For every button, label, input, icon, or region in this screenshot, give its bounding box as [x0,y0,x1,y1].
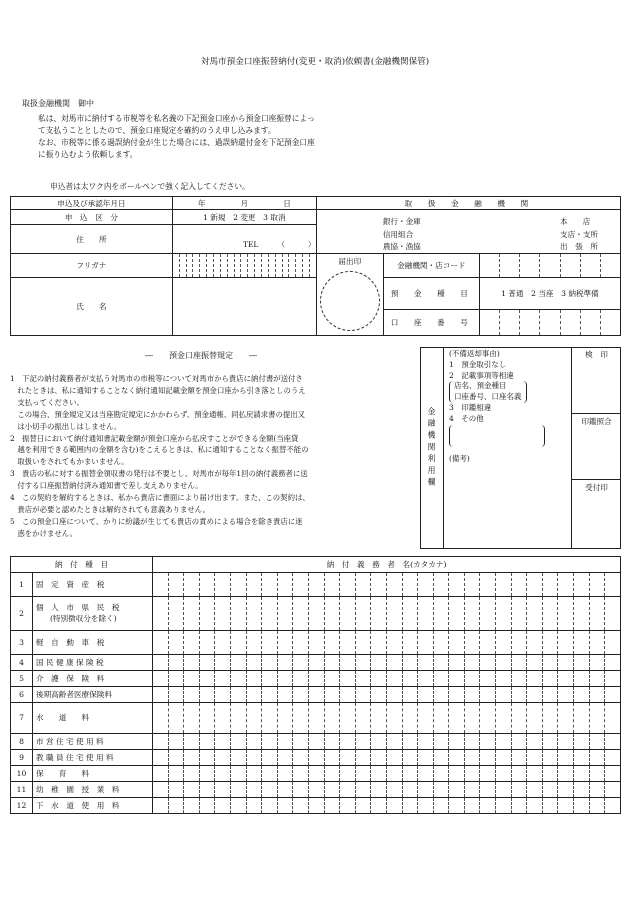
branch-type: 支店・支所 [560,229,598,239]
address-field[interactable] [172,225,316,254]
rule-line: この場合、預金規定又は当座勘定規定にかかわらず、預金通帳、同払戻請求書の提出又 [10,409,306,419]
tax-row-number: 5 [11,670,33,686]
seal-circle [320,271,380,331]
deposit-type-label: 預 金 種 目 [383,278,479,310]
kind-header: 納 付 種 目 [11,557,153,573]
bank-use-vertical-label [420,347,444,549]
address-label: 住 所 [11,225,173,254]
payer-name-field[interactable] [153,781,621,797]
rule-line: 3 貴店の私に対する振替金領収書の発行は不要とし、対馬市が毎年1回の納付義務者に送 [10,469,308,479]
tax-row-kind [33,670,153,686]
tax-name: 教 職 員 住 宅 使 用 料 [36,752,114,762]
bank-name-field[interactable] [316,210,620,254]
kubun-options[interactable]: 1 新規 2 変更 3 取消 [172,210,316,225]
tax-row-number: 2 [11,596,33,630]
tax-row-kind [33,781,153,797]
tax-row [11,749,621,765]
bank-use-bracket-item: 口座番号、口座名義 [454,392,522,402]
tax-row-number: 3 [11,630,33,654]
branch-type: 出 張 所 [560,242,598,251]
bank-type: 銀行・金庫 [382,217,421,226]
tax-name: 軽 自 動 車 税 [36,637,105,647]
reception-stamp[interactable] [572,480,621,547]
bank-use-item: 4 その他 [449,413,484,423]
tax-row-kind [33,572,153,596]
intro-line: に振り込むよう依頼します。 [38,150,138,159]
date-label: 申込及び承認年月日 [11,197,173,210]
tax-name: 保 育 料 [36,768,90,778]
name-label: 氏 名 [11,278,173,336]
document-title: 対馬市預金口座振替納付(変更・取消)依頼書(金融機関保管) [200,57,430,67]
inspection-stamp[interactable] [572,347,621,414]
bank-use-items [449,349,545,465]
kubun-label: 申 込 区 分 [11,210,173,225]
deposit-type-options[interactable]: 1 普通 2 当座 3 納税準備 [479,278,620,310]
tax-row-number: 1 [11,572,33,596]
tax-name: 幼 稚 園 授 業 料 [36,784,120,794]
instruction-note: 申込者は太ワク内をボールペンで強く記入してください。 [50,182,250,191]
payer-name-field[interactable] [153,797,621,813]
payer-name-field[interactable] [153,654,621,670]
rules-text [10,373,395,540]
bank-code-field[interactable] [479,254,620,278]
bank-code-label: 金融機関・店コード [383,254,479,278]
rule-line: 5 この預金口座について、かりに紛議が生じても貴店の責めによる場合を除き貴店に迷 [10,516,303,526]
tax-type-table [10,556,621,814]
tax-row [11,572,621,596]
tax-row-kind [33,686,153,702]
bank-type: 農協・漁協 [382,242,421,251]
payer-name-field[interactable] [153,596,621,630]
bank-use-item: (不備返却事由) [449,349,500,358]
intro-line: 私は、対馬市に納付する市税等を私名義の下記預金口座から預金口座振替によっ [38,114,315,123]
tax-row [11,765,621,781]
tax-row-kind [33,797,153,813]
rule-line: 越を利用できる範囲内の金額を含む)をこえるときは、私に通知することなく振替不能の [10,445,309,455]
bank-use-label-text: 金融機関利用欄 [427,406,436,490]
stamp-column [571,347,621,549]
tax-subnote: (特別徴収分を除く) [50,614,117,623]
tax-row [11,596,621,630]
tax-row-kind [33,765,153,781]
tax-row-number: 11 [11,781,33,797]
rules-title: ― 預金口座振替規定 ― [145,351,257,360]
payer-name-field[interactable] [153,749,621,765]
seal-check-stamp[interactable] [572,414,621,481]
payer-name-field[interactable] [153,765,621,781]
tax-row-number: 8 [11,733,33,749]
month-label: 月 [240,198,249,208]
tax-row-kind [33,654,153,670]
tax-name: 国 民 健 康 保 険 税 [36,657,104,667]
tax-name: 下 水 道 使 用 料 [36,800,120,810]
stamp-label: 受付印 [585,483,608,493]
account-number-field[interactable] [479,310,620,336]
seal-cell[interactable] [316,254,383,336]
tax-row-kind [33,749,153,765]
tax-name: 介 護 保 険 料 [36,673,105,683]
tax-row [11,733,621,749]
intro-line: て支払うこととしたので、預金口座規定を確約のうえ申し込みます。 [38,126,276,135]
rule-line: れたときは、私に通知することなく納付通知記載金額を預金口座から引き落としのうえ [10,385,306,395]
tax-name: 水 道 料 [36,713,90,722]
tax-row [11,630,621,654]
tax-row-number: 6 [11,686,33,702]
tax-row-number: 7 [11,702,33,733]
payer-name-field[interactable] [153,686,621,702]
addressee: 取扱金融機関 御中 [22,99,94,108]
rule-line: 2 振替日において納付通知書記載金額が預金口座から払戻すことができる金額(当座貸 [10,433,299,443]
rule-line: は小切手の振出しはしません。 [10,421,122,431]
tax-row [11,702,621,733]
intro-line: なお、市税等に係る過誤納付金が生じた場合には、過誤納還付金を下記預金口座 [38,138,315,147]
tax-row [11,670,621,686]
payer-name-field[interactable] [153,702,621,733]
payer-name-field[interactable] [153,670,621,686]
application-form [10,196,621,336]
stamp-label: 検 印 [585,350,608,359]
tax-row-number: 4 [11,654,33,670]
payer-name-field[interactable] [153,733,621,749]
rule-line: 取扱いをされてもかまいません。 [10,457,129,467]
tax-name: 固 定 資 産 税 [36,579,105,589]
tax-row-number: 10 [11,765,33,781]
bank-header: 取 扱 金 融 機 関 [316,197,620,210]
rule-line: 支払ってください。 [10,397,84,407]
branch-type: 本 店 [560,217,591,226]
tax-name: 市 営 住 宅 使 用 料 [36,736,104,746]
tax-row [11,781,621,797]
intro-text [38,113,598,161]
tax-row [11,654,621,670]
rule-line: 1 下記の納付義務者が支払う対馬市の市税等について対馬市から貴店に納付書が送付さ [10,374,303,383]
stamp-label: 印鑑照合 [581,416,612,426]
rule-line: 付する口座振替納付済み通知書で差し支えありません。 [10,481,203,491]
account-label: 口 座 番 号 [383,310,479,336]
rule-line: 貴店が必要と認めたときは解約されても意義ありません。 [10,504,210,514]
bank-use-bracket [449,381,527,403]
tax-row-number: 9 [11,749,33,765]
bank-type: 信用組合 [382,229,414,239]
remarks-label: (備考) [449,454,470,464]
payer-name-field[interactable] [153,572,621,596]
tax-row [11,797,621,813]
tax-row-kind [33,702,153,733]
name-field[interactable] [172,278,316,336]
tax-row-kind [33,630,153,654]
tax-row [11,686,621,702]
furigana-label: フリガナ [11,254,173,278]
tel-label: TEL （ ） [242,240,316,249]
bank-use-item: 3 印鑑相違 [449,402,492,412]
rule-line: 惑をかけません。 [10,528,77,538]
day-label: 日 [283,198,291,208]
tax-name: 個 人 市 県 民 税 [36,603,120,612]
rule-line: 4 この契約を解約するときは、私から貴店に書面により届け出ます。また、この契約は、 [10,493,310,503]
tax-row-number: 12 [11,797,33,813]
date-field[interactable] [172,197,316,210]
payer-name-field[interactable] [153,630,621,654]
furigana-field[interactable] [172,254,316,278]
bank-use-item: 1 預金取引なし [449,359,507,369]
tax-row-kind [33,596,153,630]
bank-use-item: 2 記載事項等相違 [449,370,514,380]
tax-name: 後期高齢者医療保険料 [36,689,112,699]
other-reason-bracket[interactable] [449,425,545,447]
seal-label: 届出印 [338,257,362,266]
payer-header: 納 付 義 務 者 名(カタカナ) [153,557,621,573]
year-label: 年 [197,198,206,208]
tax-row-kind [33,733,153,749]
bank-use-bracket-item: 店名、預金種目 [454,381,507,391]
